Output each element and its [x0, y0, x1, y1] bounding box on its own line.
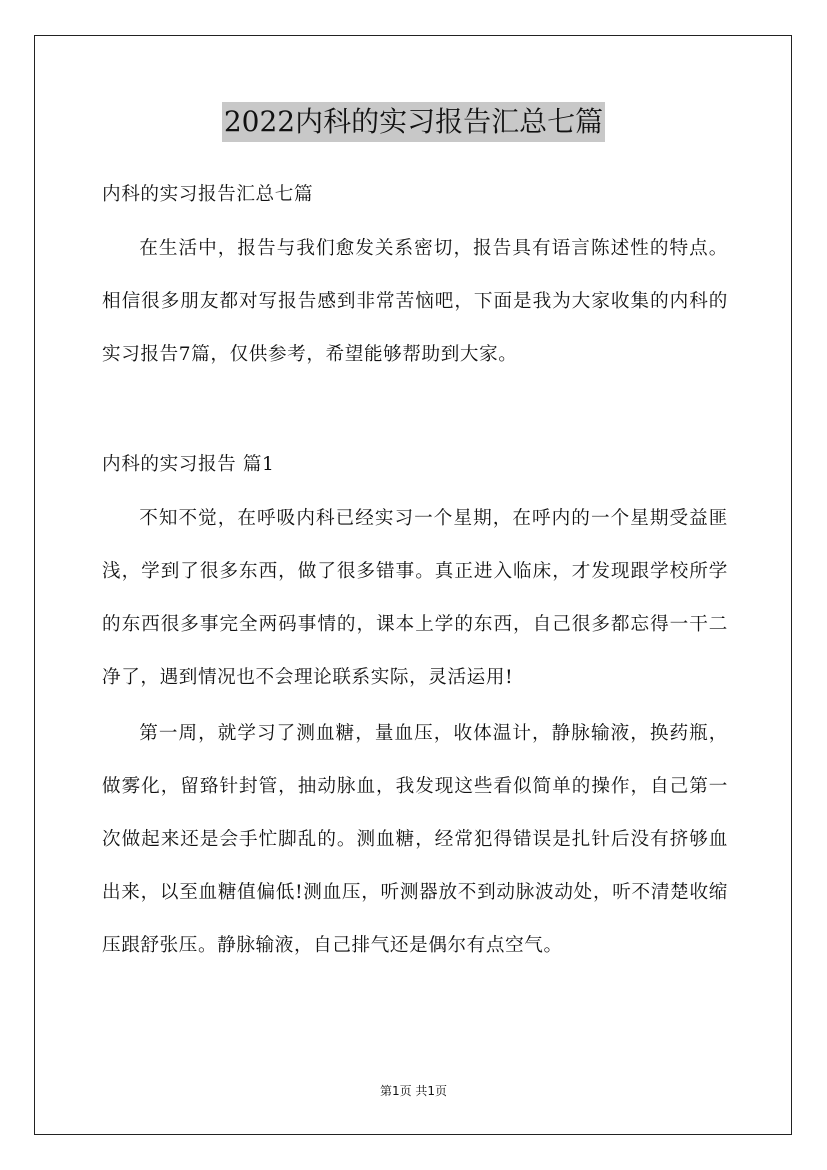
page-number: 第1页 共1页	[379, 1084, 448, 1098]
section-paragraph-2: 第一周，就学习了测血糖，量血压，收体温计，静脉输液，换药瓶，做雾化，留臵针封管，抽动脉血，我发现这些看似简单的操作，自己第一次做起来还是会手忙脚乱的。测血糖，经常犯得错误是扎针后没有挤够血出来，以至血糖值偏低!测血压，听测器放不到动脉波动处，听不清楚收缩压跟舒张压。静脉输液，自己排气还是偶尔有点空气。	[102, 723, 728, 956]
section-paragraph-block-2	[102, 707, 728, 972]
intro-paragraph: 在生活中，报告与我们愈发关系密切，报告具有语言陈述性的特点。相信很多朋友都对写报告感到非常苦恼吧，下面是我为大家收集的内科的实习报告7篇，仅供参考，希望能够帮助到大家。	[102, 238, 728, 365]
intro-heading: 内科的实习报告汇总七篇	[102, 184, 314, 205]
section-paragraph-block-1	[102, 492, 728, 704]
page-footer	[0, 1082, 827, 1100]
intro-paragraph-block	[102, 222, 728, 381]
title-container	[0, 102, 827, 142]
section-heading: 内科的实习报告 篇1	[102, 454, 275, 475]
document-title: 2022内科的实习报告汇总七篇	[222, 102, 605, 142]
intro-heading-block	[102, 168, 728, 221]
section-heading-block	[102, 438, 728, 491]
section-paragraph-1: 不知不觉，在呼吸内科已经实习一个星期，在呼内的一个星期受益匪浅，学到了很多东西，做了很多错事。真正进入临床，才发现跟学校所学的东西很多事完全两码事情的，课本上学的东西，自己很多都忘得一干二净了，遇到情况也不会理论联系实际，灵活运用!	[102, 508, 728, 688]
